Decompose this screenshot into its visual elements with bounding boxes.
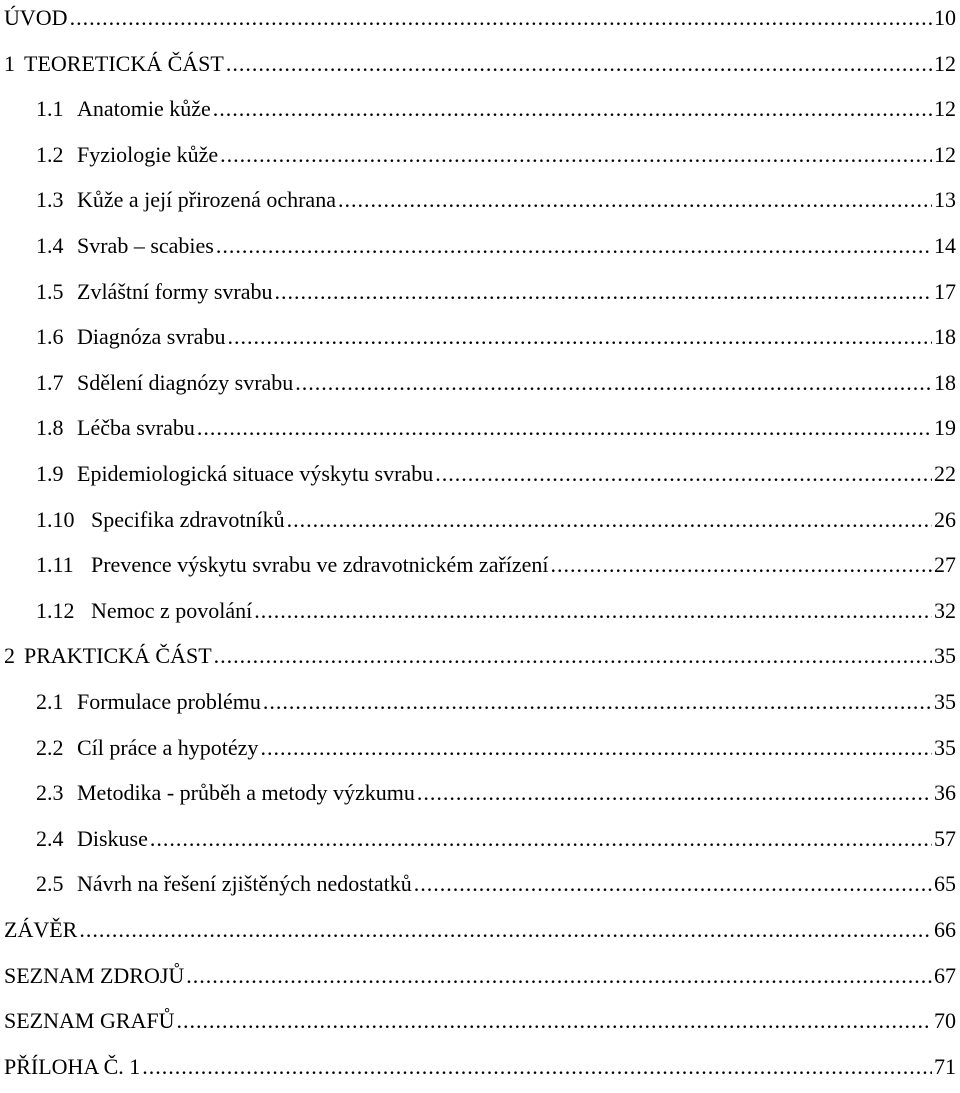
toc-entry-number: 1.10 — [36, 506, 75, 532]
toc-entry[interactable] — [36, 591, 956, 631]
toc-entry-page: 57 — [934, 825, 956, 851]
toc-entry-number: 2 — [4, 643, 15, 669]
toc-entry-page: 67 — [934, 962, 956, 988]
toc-entry[interactable] — [4, 1047, 956, 1087]
toc-entry-title: Anatomie kůže — [77, 96, 211, 122]
toc-entry-number: 1.5 — [36, 278, 64, 304]
toc-leader-dots — [254, 591, 932, 631]
toc-entry-page: 13 — [934, 187, 956, 213]
toc-entry-page: 12 — [934, 141, 956, 167]
toc-entry-title: Specifika zdravotníků — [91, 506, 285, 532]
toc-entry-title: Formulace problému — [77, 689, 261, 714]
toc-entry-title: ÚVOD — [4, 5, 68, 30]
toc-entry[interactable] — [36, 682, 956, 722]
toc-entry-page: 22 — [934, 461, 956, 486]
toc-entry-number: 1 — [4, 50, 15, 76]
toc-leader-dots — [70, 0, 932, 38]
toc-entry-number: 2.2 — [36, 734, 64, 760]
toc-leader-dots — [186, 956, 932, 996]
toc-entry[interactable] — [4, 910, 956, 950]
toc-entry[interactable] — [36, 89, 956, 129]
toc-leader-dots — [214, 636, 932, 676]
toc-entry-number: 2.5 — [36, 871, 64, 897]
toc-leader-dots — [220, 135, 932, 175]
toc-entry[interactable] — [36, 773, 956, 813]
toc-entry-title: PŘÍLOHA Č. 1 — [4, 1053, 141, 1079]
toc-entry[interactable] — [36, 272, 956, 312]
toc-entry-number: 1.7 — [36, 369, 64, 395]
toc-entry[interactable] — [4, 1001, 956, 1041]
toc-entry[interactable] — [36, 317, 956, 357]
toc-leader-dots — [414, 864, 932, 904]
toc-leader-dots — [260, 728, 932, 768]
toc-entry[interactable] — [36, 135, 956, 175]
toc-entry-page: 12 — [934, 50, 956, 76]
toc-entry-title: TEORETICKÁ ČÁST — [24, 50, 224, 76]
toc-entry-page: 66 — [934, 917, 956, 942]
toc-entry-number: 1.2 — [36, 141, 64, 167]
toc-entry-page: 27 — [934, 552, 956, 578]
toc-entry-page: 26 — [934, 506, 956, 532]
toc-entry-page: 36 — [934, 780, 956, 806]
toc-entry-number: 2.4 — [36, 825, 64, 851]
toc-leader-dots — [551, 545, 932, 585]
toc-entry[interactable] — [4, 636, 956, 676]
toc-entry-title: Návrh na řešení zjištěných nedostatků — [77, 871, 412, 897]
toc-entry-page: 70 — [934, 1008, 956, 1034]
toc-entry-page: 10 — [934, 5, 956, 30]
toc-entry[interactable] — [36, 864, 956, 904]
toc-entry-title: ZÁVĚR — [4, 917, 78, 942]
toc-entry-title: SEZNAM GRAFŮ — [4, 1008, 175, 1034]
toc-leader-dots — [417, 773, 932, 813]
toc-entry-page: 12 — [934, 96, 956, 122]
toc-entry-page: 65 — [934, 871, 956, 897]
toc-leader-dots — [226, 44, 932, 84]
toc-leader-dots — [150, 819, 932, 859]
toc-entry-title: Epidemiologická situace výskytu svrabu — [77, 461, 434, 486]
toc-entry-number: 1.9 — [36, 461, 64, 486]
toc-leader-dots — [295, 363, 932, 403]
toc-entry-title: Sdělení diagnózy svrabu — [77, 369, 294, 395]
toc-entry-title: Svrab – scabies — [77, 233, 214, 258]
toc-entry-number: 1.4 — [36, 233, 64, 258]
toc-entry-number: 1.6 — [36, 324, 64, 350]
toc-entry-title: Zvláštní formy svrabu — [77, 278, 273, 304]
toc-entry-title: SEZNAM ZDROJŮ — [4, 962, 185, 988]
toc-entry-title: PRAKTICKÁ ČÁST — [24, 643, 212, 669]
toc-entry-number: 1.1 — [36, 96, 64, 122]
toc-entry[interactable] — [4, 44, 956, 84]
toc-entry-page: 17 — [934, 278, 956, 304]
toc-entry[interactable] — [36, 500, 956, 540]
toc-entry-number: 1.12 — [36, 597, 75, 623]
toc-entry-title: Diagnóza svrabu — [77, 324, 226, 350]
toc-entry-page: 35 — [934, 734, 956, 760]
toc-entry-title: Metodika - průběh a metody výzkumu — [77, 780, 415, 806]
toc-leader-dots — [177, 1001, 932, 1041]
toc-entry-title: Kůže a její přirozená ochrana — [77, 187, 336, 213]
toc-entry-number: 1.8 — [36, 415, 64, 441]
toc-leader-dots — [338, 180, 932, 220]
toc-entry[interactable] — [36, 454, 956, 494]
toc-entry-page: 71 — [934, 1053, 956, 1079]
toc-leader-dots — [275, 272, 932, 312]
toc-entry-number: 2.1 — [36, 689, 64, 714]
toc-entry[interactable] — [36, 226, 956, 266]
toc-entry-page: 19 — [934, 415, 956, 441]
toc-entry-title: Diskuse — [77, 825, 148, 851]
toc-leader-dots — [79, 910, 932, 950]
toc-entry-page: 18 — [934, 324, 956, 350]
toc-leader-dots — [287, 500, 932, 540]
toc-entry[interactable] — [36, 180, 956, 220]
toc-entry-page: 14 — [934, 233, 956, 258]
toc-entry-number: 1.11 — [36, 552, 74, 578]
toc-entry[interactable] — [4, 0, 956, 38]
toc-entry-page: 18 — [934, 369, 956, 395]
toc-leader-dots — [216, 226, 932, 266]
toc-leader-dots — [213, 89, 932, 129]
toc-entry[interactable] — [4, 956, 956, 996]
toc-entry-title: Fyziologie kůže — [77, 141, 219, 167]
toc-entry[interactable] — [36, 819, 956, 859]
toc-leader-dots — [197, 408, 932, 448]
toc-entry[interactable] — [36, 545, 956, 585]
toc-entry-page: 32 — [934, 597, 956, 623]
toc-entry[interactable] — [36, 408, 956, 448]
toc-entry-number: 2.3 — [36, 780, 64, 806]
toc-leader-dots — [435, 454, 932, 494]
toc-entry[interactable] — [36, 363, 956, 403]
toc-entry-number: 1.3 — [36, 187, 64, 213]
toc-leader-dots — [142, 1047, 932, 1087]
toc-leader-dots — [227, 317, 932, 357]
toc-entry-page: 35 — [934, 643, 956, 669]
toc-entry-title: Léčba svrabu — [77, 415, 195, 441]
toc-entry-title: Prevence výskytu svrabu ve zdravotnickém zařízení — [91, 552, 549, 578]
toc-entry-title: Nemoc z povolání — [91, 597, 253, 623]
toc-entry-page: 35 — [934, 689, 956, 714]
toc-leader-dots — [263, 682, 932, 722]
toc-entry-title: Cíl práce a hypotézy — [77, 734, 259, 760]
toc-entry[interactable] — [36, 728, 956, 768]
